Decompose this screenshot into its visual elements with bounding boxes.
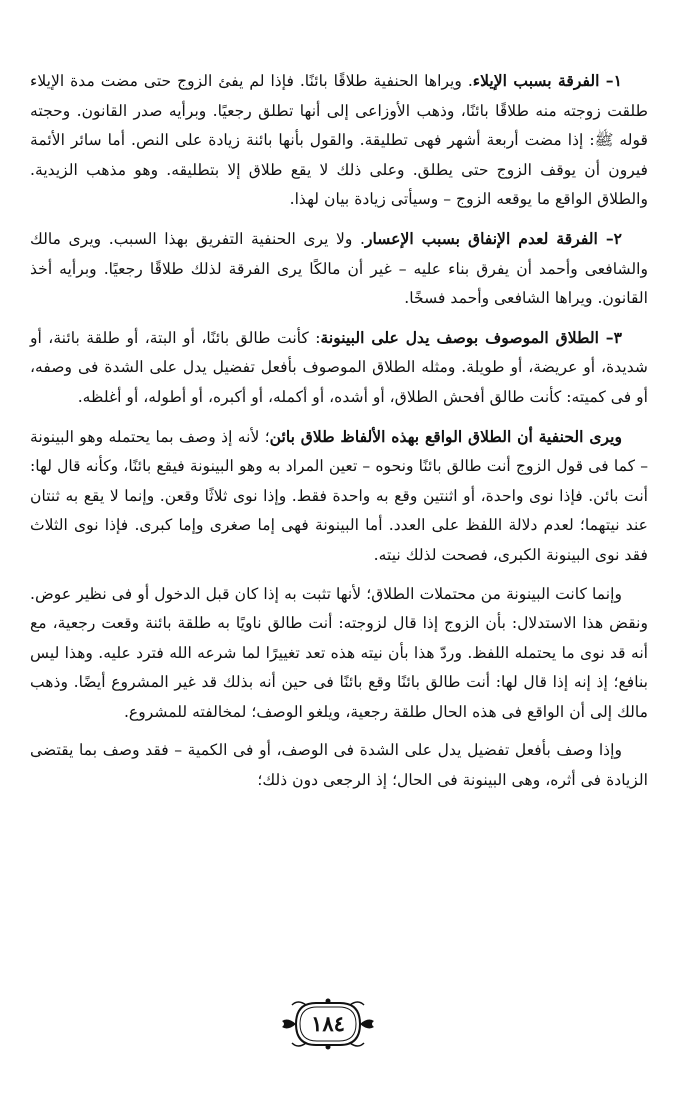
paragraph-text: . ولا يرى الحنفية التفريق بهذا السبب. ويرى مالك والشافعى وأحمد أن يفرق بناء عليه – غير أن مالكًا يرى الفرقة لذلك طلاقًا رجعيًا. وبرأيه أخذ القانون. ويراها الشافعى وأحمد فسخًا. bbox=[30, 229, 648, 308]
paragraph-text: : كأنت طالق بائنًا، أو البتة، أو طلقة بائنة، أو شديدة، أو عريضة، أو طويلة. ومثله الطلاق الموصوف بأفعل تفضيل يدل على الشدة فى وصفه، أو فى كميته: كأنت طالق أفحش الطلاق، أو أشده، أو أكمله، أو أكبره، أو أطوله، أو أغلظه. bbox=[30, 328, 648, 406]
paragraph-lead: ٢– الفرقة لعدم الإنفاق بسبب الإعسار bbox=[364, 228, 623, 248]
page-number: ١٨٤ bbox=[311, 1011, 345, 1036]
paragraph-lead: ويرى الحنفية أن الطلاق الواقع بهذه الألفاظ طلاق بائن bbox=[269, 426, 623, 446]
page-body bbox=[30, 66, 648, 805]
paragraph-bainuna-reasoning bbox=[30, 580, 648, 728]
paragraph-ila bbox=[30, 66, 648, 215]
paragraph-lead: ٣– الطلاق الموصوف بوصف يدل على البينونة bbox=[320, 327, 622, 347]
paragraph-insolvency bbox=[30, 224, 648, 314]
paragraph-text: . ويراها الحنفية طلاقًا بائنًا. فإذا لم يفئ الزوج حتى مضت مدة الإيلاء طلقت زوجته منه طلاقًا بائنًا، وذهب الأوزاعى إلى أنها تطلق رجعيًا. وبرأيه صدر القانون. وحجته قوله ﷺ: إذا مضت أربعة أشهر فهى تطليقة. والقول بأنها بائنة زيادة على النص. أما سائر الأئمة فيرون أن يوقف الزوج حتى يطلق. وعلى ذلك لا يقع طلاق إلا بتطليقه. وهو مذهب الزيدية. والطلاق الواقع ما يوقعه الزوج – وسيأتى زيادة بيان لهذا. bbox=[30, 72, 648, 209]
paragraph-lead: ١– الفرقة بسبب الإيلاء bbox=[472, 71, 622, 90]
page-number-ornament bbox=[276, 997, 380, 1051]
paragraph-text: وإنما كانت البينونة من محتملات الطلاق؛ لأنها تثبت به إذا كان قبل الدخول أو فى نظير عوض. ونقض هذا الاستدلال: بأن الزوج إذا قال لزوجته: أنت طالق ناويًا به طلقة بائنة وقعت رجعية، مع أنه قد نوى ما يحتمله اللفظ. وردّ هذا بأن نيته هذه تعد تغييرًا لما شرعه الله فترد عليه. وهذا ليس بنافع؛ إذ إنه إذا قال لها: أنت طالق بائنًا وقع بائنًا فى حين أنه بذلك قد غير المشروع أيضًا. وذهب مالك إلى أن الواقع فى هذه الحال طلقة رجعية، ويلغو الوصف؛ لمخالفته للمشروع. bbox=[30, 584, 648, 721]
paragraph-described-divorce bbox=[30, 323, 648, 413]
paragraph-hanafi-view bbox=[30, 422, 648, 571]
paragraph-superlative bbox=[30, 736, 648, 795]
paragraph-text: وإذا وصف بأفعل تفضيل يدل على الشدة فى الوصف، أو فى الكمية – فقد وصف بما يقتضى الزيادة فى أثره، وهى البينونة فى الحال؛ إذ الرجعى دون ذلك؛ bbox=[30, 741, 648, 790]
paragraph-text: ؛ لأنه إذ وصف بما يحتمله وهو البينونة – كما فى قول الزوج أنت طالق بائنًا ونحوه – تعين المراد به وهو البينونة فيقع بائنًا، وكأنه قال لها: أنت بائن. فإذا نوى واحدة، أو اثنتين وقع به واحدة فقط. وإذا نوى ثلاثًا وقعن. وإنما لا يقع به ثنتان عند نيتهما؛ لعدم دلالة اللفظ على العدد. أما البينونة فهى إما صغرى وإما كبرى. فإذا نوى الثلاث فقد نوى البينونة الكبرى، فصحت لذلك نيته. bbox=[30, 427, 648, 564]
